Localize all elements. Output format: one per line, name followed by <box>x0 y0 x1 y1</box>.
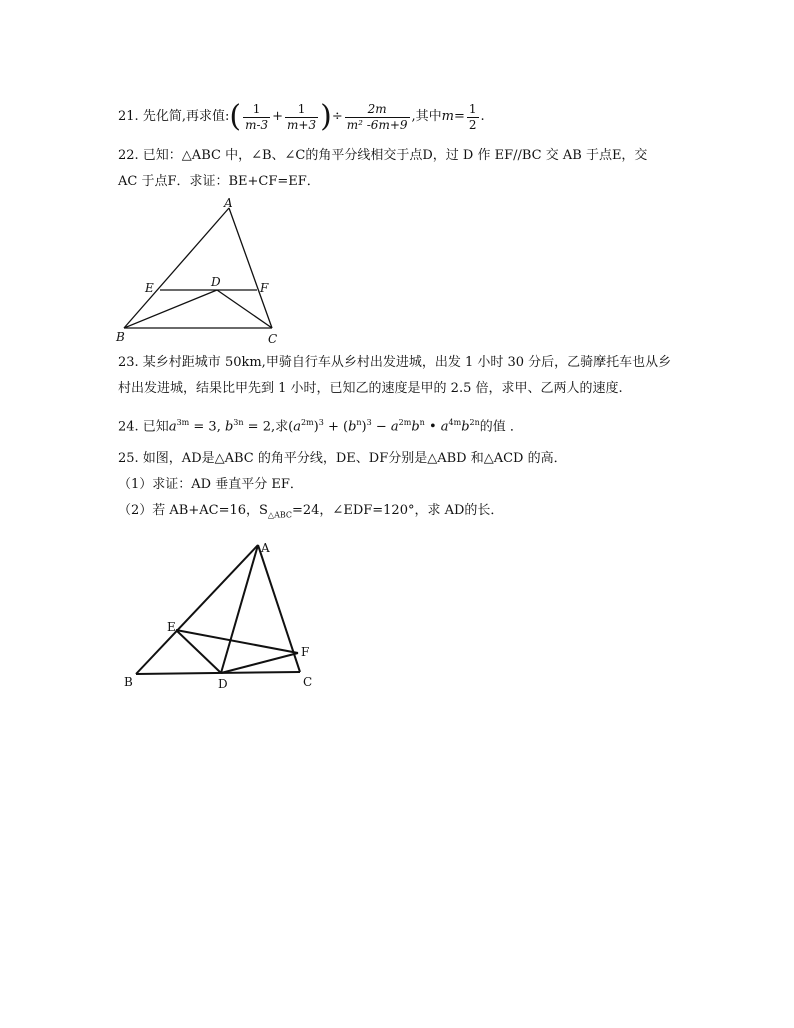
q23-line-2: 村出发进城，结果比甲先到 1 小时，已知乙的速度是甲的 2.5 倍，求甲、乙两人的速度. <box>118 381 623 396</box>
q22-side-ab <box>124 208 229 328</box>
q22-segment-cd <box>217 290 272 328</box>
q23-line-1: 23. 某乡村距城市 50km,甲骑自行车从乡村出发进城，出发 1 小时 30 分后，乙骑摩托车也从乡 <box>118 355 672 370</box>
q22-side-ac <box>229 208 272 328</box>
q25-segment-df <box>221 653 298 673</box>
q21-line: 21. 先化简,再求值: ( $\frac{1}{m-3}$ + $\frac{1}{m+3}$ ) ÷ $\frac{2m}{\text{m² -6m+9}}$ ,其中 m= $\frac{1}{2}$ . <box>118 99 485 134</box>
q21-fraction-1: $\frac{1}{m-3}$ <box>245 101 269 132</box>
q22-label-e: E <box>145 281 154 295</box>
q22-label-a: A <box>224 196 233 210</box>
q25-segment-ef <box>176 630 298 653</box>
q25-line-3: （2）若 AB+AC=16，$S_{\triangle ABC}=24$，∠EDF=120°，求 AD的长． <box>118 503 504 520</box>
q22-label-b: B <box>116 330 125 344</box>
q21-lead: 先化简,再求值: <box>142 109 230 124</box>
q25-line-1: 25. 如图，AD是△ABC 的角平分线，DE、DF分别是△ABD 和△ACD 的高． <box>118 451 567 466</box>
q21-number: 21. <box>118 109 139 124</box>
q22-label-c: C <box>268 332 278 346</box>
q22-label-f: F <box>260 281 269 295</box>
q25-label-f: F <box>301 645 310 659</box>
q22-segment-bd <box>124 290 217 328</box>
q25-line-2: （1）求证：AD 垂直平分 EF． <box>118 477 303 492</box>
q22-label-d: D <box>211 275 221 289</box>
q21-fraction-2: $\frac{1}{m+3}$ <box>287 101 317 132</box>
q25-label-b: B <box>124 675 133 689</box>
q25-label-e: E <box>167 620 176 634</box>
q21-fraction-3: $\frac{2m}{\text{m² -6m+9}}$ <box>346 101 408 132</box>
q25-label-a: A <box>261 541 270 555</box>
q25-label-d: D <box>218 677 228 691</box>
q22-triangle-figure <box>110 195 290 350</box>
q21-fraction-4: $\frac{1}{2}$ <box>468 101 477 132</box>
q25-triangle-figure <box>118 535 328 695</box>
q24-line: 24. 已知$a^{3m} = 3$, $b^{3n} = 2$,求$(a^{2m})^3 + (b^n)^3 - a^{2m}b^n$ • $a^{4m}b^{2n}$的值 ． <box>118 418 523 435</box>
q22-line-2: AC 于点F．求证：BE+CF=EF． <box>118 174 320 189</box>
q25-label-c: C <box>303 675 313 689</box>
q25-side-bc <box>136 672 300 674</box>
q22-line-1: 22. 已知：△ABC 中，∠B、∠C的角平分线相交于点D，过 D 作 EF//BC 交 AB 于点E，交 <box>118 148 648 163</box>
